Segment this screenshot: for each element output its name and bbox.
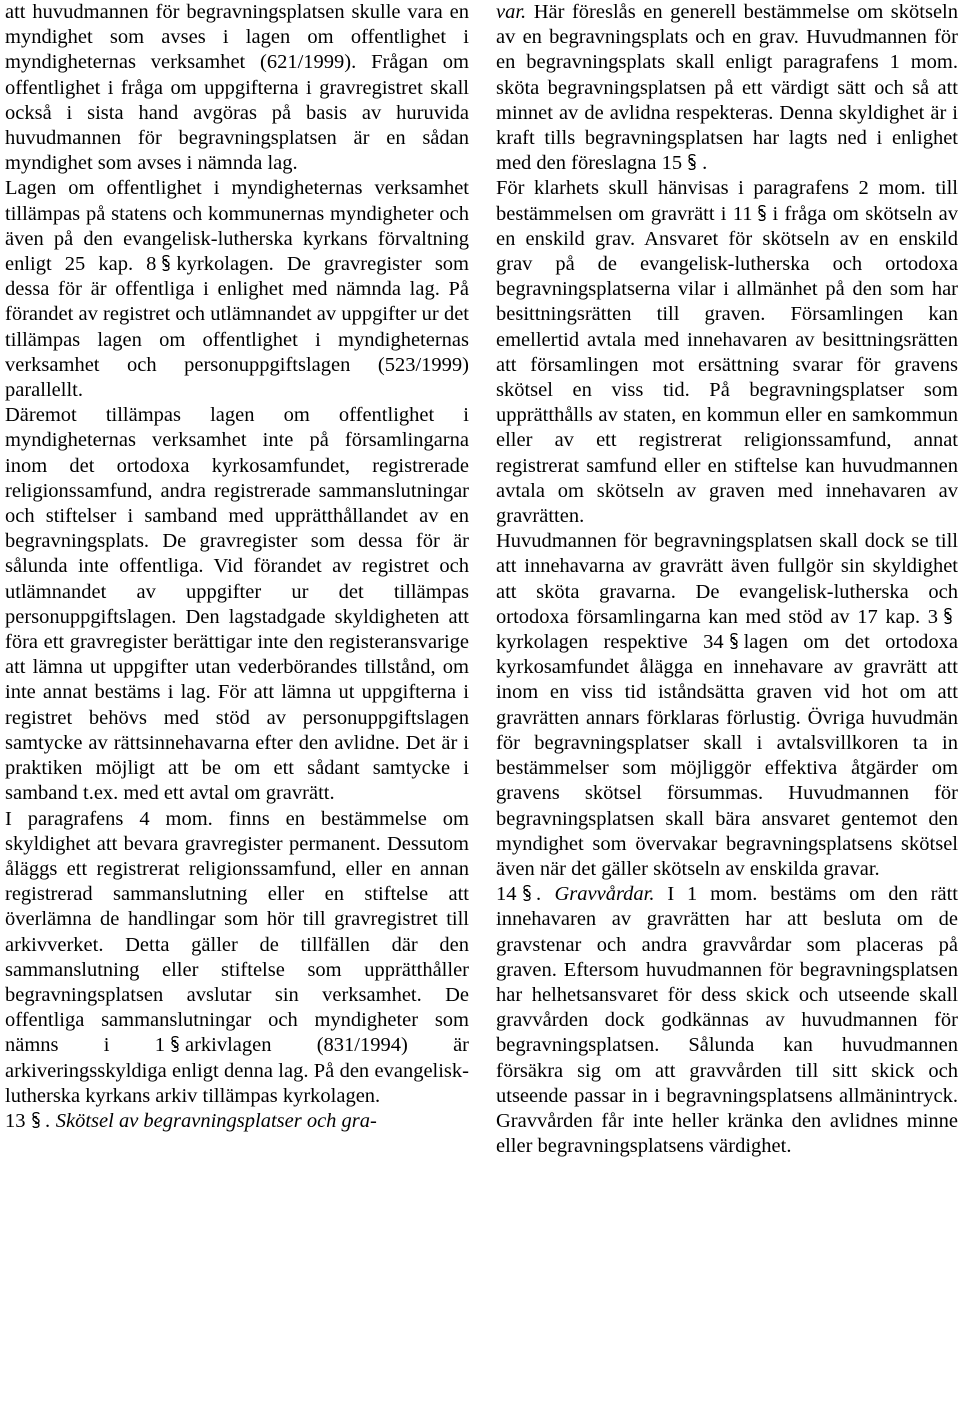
section-title: . Gravvårdar. <box>536 883 655 906</box>
section-title: var. <box>496 1 527 23</box>
section-title: . Skötsel av begravningsplatser och gra- <box>45 1109 377 1132</box>
paragraph: att huvudmannen för begravningsplatsen skulle vara en myndighet som avses i lagen om offentlighet i myndigheternas verksamhet (621/1999). Frågan om offentlighet i fråga om uppgifterna i gravregistret skall också i sista hand avgöras på basis av huruvida huvudmannen för begravningsplatsen är en sådan myndighet som avses i nämnda lag. <box>5 1 469 175</box>
paragraph: Däremot tillämpas lagen om offentlighet i myndigheternas verksamhet inte på församlingarna inom det ortodoxa kyrkosamfundet, registrerade religionssamfund, andra registrerade sammanslutningar och stiftelser i samband med upprätthållandet av en begravningsplats. De gravregister som dessa för är sålunda inte offentliga. Vid förandet av registret och utlämnandet av uppgifter ur det tillämpas personuppgiftslagen. Den lagstadgade skyldigheten att föra ett gravregister berättigar inte den registeransvarige att lämna ut uppgifter utan vederbörandes tillstånd, om inte annat bestäms i lag. För att lämna ut uppgifterna i registret behövs med stöd av personuppgiftslagen samtycke av rättsinnehavarna efter den avlidne. Det är i praktiken möjligt att be om ett sådant samtycke i samband t.ex. med ett avtal om gravrätt. <box>5 404 469 805</box>
paragraph: I paragrafens 4 mom. finns en bestämmelse om skyldighet att bevara gravregister permanent. Dessutom åläggs ett registrerat religionssamfund, eller en annan registrerad sammanslutning eller en stiftelse att överlämna de handlingar som hör till gravregistret till arkivverket. Detta gäller de tillfällen där den sammanslutning eller stiftelse som upprätthåller begravningsplatsen avslutar sin verksamhet. De offentliga sammanslutningar och myndigheter som nämns i 1 arkivlagen (831/1994) är arkiveringsskyldiga enligt denna lag. På den evangelisk-lutherska kyrkans arkiv tillämpas kyrkolagen. <box>5 807 469 1107</box>
section-heading: 13 . Skötsel av begravningsplatser och gra- <box>5 1109 377 1132</box>
section-sign-icon <box>685 153 699 171</box>
section-sign-icon <box>755 204 769 222</box>
paragraph: 14 . Gravvårdar. I 1 mom. bestäms om den rätt innehavaren av gravrätten har att besluta om de gravstenar och andra gravvårdar som placeras på graven. Eftersom huvudmannen för begravningsplatsen har helhetsansvaret för dess skick och utseende skall gravvården dock godkännas av huvudmannen för begravningsplatsen. Sålunda kan huvudmannen försäkra sig om att gravvården till sitt skick och utseende passar in i begravningsplatsens allmänintryck. Gravvården får inte heller kränka den avlidnes minne eller begravningsplatsens värdighet. <box>496 883 959 1158</box>
section-sign-icon <box>727 632 741 650</box>
section-sign-icon <box>29 1111 43 1129</box>
section-sign-icon <box>168 1035 182 1053</box>
section-sign-icon <box>159 254 173 272</box>
paragraph: var. Här föreslås en generell bestämmelse om skötseln av en begravningsplats och en grav. Huvudmannen för en begravningsplats skall enligt paragrafens 1 mom. sköta begravningsplatsen på ett värdigt sätt och så att minnet av de avlidna respekteras. Denna skyldighet är i kraft tills begravningsplatsen har lagts ned i enlighet med den föreslagna 15 . <box>496 1 958 175</box>
right-column <box>496 0 958 1159</box>
left-column <box>5 0 469 1134</box>
paragraph: För klarhets skull hänvisas i paragrafens 2 mom. till bestämmelsen om gravrätt i 11 i fråga om skötseln av en enskild grav. Ansvaret för skötseln av en enskild grav på de evangelisk-lutherska och ortodoxa begravningsplatserna vilar i allmänhet på den som har besittningsrätten till graven. Församlingen kan emellertid avtala med innehavaren av besittningsrätten att församlingen mot ersättning svarar för gravens skötsel en viss tid. På begravningsplatser som upprätthålls av staten, en kommun eller en samkommun eller av ett registrerat religionssamfund, annat registrerat samfund eller en stiftelse kan huvudmannen avtala om skötseln av graven med innehavaren av gravrätten. <box>496 177 958 528</box>
section-sign-icon <box>941 607 955 625</box>
paragraph: Lagen om offentlighet i myndigheternas verksamhet tillämpas på statens och kommunernas myndigheter och även på den evangelisk-lutherska kyrkans förvaltning enligt 25 kap. 8 kyrkolagen. De gravregister som dessa för är offentliga i enlighet med nämnda lag. På förandet av registret och utlämnandet av uppgifter ur det tillämpas lagen om offentlighet i myndigheternas verksamhet och personuppgiftslagen (523/1999) parallellt. <box>5 177 469 402</box>
paragraph: Huvudmannen för begravningsplatsen skall dock se till att innehavarna av gravrätt även fullgör sin skyldighet att sköta gravarna. De evangelisk-lutherska och ortodoxa församlingarna kan med stöd av 17 kap. 3kyrkolagen respektive 34 lagen om det ortodoxa kyrkosamfundet ålägga en innehavare av gravrätt att inom en viss tid iståndsätta graven vid hot om att gravrätten annars förklaras förlustig. Övriga huvudmän för begravningsplatser skall i avtalsvillkoren ta in bestämmelser som möjliggör effektiva åtgärder om gravens skötsel försummas. Huvudmannen för begravningsplatsen skall bära ansvaret gentemot den myndighet som övervakar begravningsplatsens skötsel även när det gäller skötseln av enskilda gravar. <box>496 530 958 880</box>
section-sign-icon <box>520 884 534 902</box>
